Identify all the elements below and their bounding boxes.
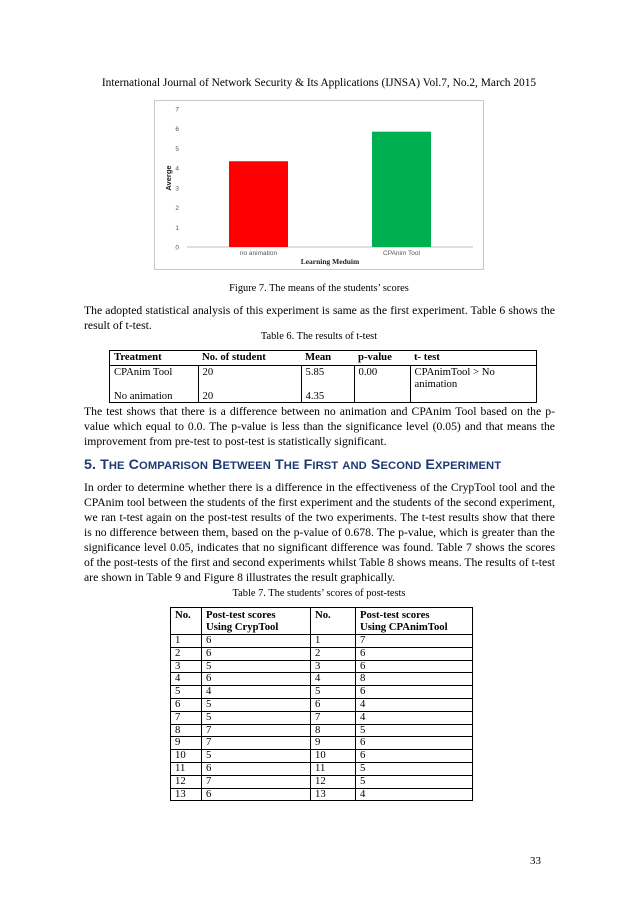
heading-word: THE [275, 457, 300, 473]
table-row [171, 775, 473, 788]
table-cell: 6 [356, 750, 473, 763]
table-cell: 13 [171, 788, 202, 801]
table-cell: 1 [171, 635, 202, 648]
heading-word: THE [100, 457, 125, 473]
paragraph-3: In order to determine whether there is a difference in the effectiveness of the CrypTool tool and the CPAnim tool between the students of the first experiment and the students of the second experiment, we ran t-test again on the post-test results of the two experiments. The t-test results show that there is no difference between them, based on the p-value of 0.678. The p-value, which is greater than the significance level 0.05, indicates that no significant difference was found. Table 7 shows the scores of the post-tests of the first and second experiments whilst Table 8 shows means. The results of t-test are shown in Table 9 and Figure 8 illustrates the result graphically. [84, 481, 555, 584]
table-row [110, 390, 537, 403]
table-row [171, 647, 473, 660]
page-number: 33 [530, 855, 541, 867]
heading-word: COMPARISON [128, 457, 209, 473]
table-cell: 4 [356, 698, 473, 711]
table-cell: CPAnimTool > No animation [410, 366, 537, 391]
heading-word: EXPERIMENT [425, 457, 502, 473]
y-tick-label: 0 [175, 244, 179, 252]
section-5-heading [84, 457, 564, 473]
table-cell: 0.00 [354, 366, 410, 391]
table-cell: 4 [311, 673, 356, 686]
x-tick-label: CPAnim Tool [383, 250, 420, 257]
table-cell: 5 [202, 698, 311, 711]
table-cell: 5 [202, 750, 311, 763]
table-7-header: Post-test scores Using CrypTool [202, 608, 311, 635]
table-cell: 5 [311, 686, 356, 699]
table-cell: 10 [311, 750, 356, 763]
table-7-header: Post-test scores Using CPAnimTool [356, 608, 473, 635]
table-6-header: No. of student [198, 351, 301, 366]
table-cell: 7 [171, 711, 202, 724]
y-tick-label: 6 [175, 126, 179, 134]
table-cell: 4 [356, 788, 473, 801]
table-cell: 3 [171, 660, 202, 673]
table-cell: 4.35 [301, 390, 354, 403]
table-cell: 6 [202, 647, 311, 660]
bar-2 [372, 132, 431, 247]
table-cell: 5 [356, 762, 473, 775]
table-row [171, 711, 473, 724]
table-7-caption: Table 7. The students’ scores of post-tests [232, 588, 406, 599]
y-tick-label: 7 [175, 106, 179, 114]
table-cell: 7 [202, 775, 311, 788]
table-6-header-row [110, 351, 537, 366]
table-cell: 11 [311, 762, 356, 775]
y-tick-label: 1 [175, 224, 179, 232]
y-tick-label: 2 [175, 205, 179, 213]
table-6-header: Treatment [110, 351, 199, 366]
table-row [171, 788, 473, 801]
table-6-header: p-value [354, 351, 410, 366]
table-cell: 6 [202, 635, 311, 648]
table-cell: 6 [356, 737, 473, 750]
heading-word: BETWEEN [212, 457, 271, 473]
table-cell: 5.85 [301, 366, 354, 391]
table-cell: 5 [202, 711, 311, 724]
section-number: 5. [84, 457, 101, 473]
table-6 [109, 350, 537, 403]
table-cell: 12 [311, 775, 356, 788]
table-cell [410, 390, 537, 403]
table-7 [170, 607, 473, 801]
table-row [171, 635, 473, 648]
table-cell: 8 [171, 724, 202, 737]
table-cell: 4 [171, 673, 202, 686]
table-row [171, 750, 473, 763]
table-cell: CPAnim Tool [114, 366, 173, 378]
table-cell: 6 [171, 698, 202, 711]
table-cell: 10 [171, 750, 202, 763]
table-row [171, 698, 473, 711]
table-cell: 6 [202, 788, 311, 801]
table-cell: 3 [311, 660, 356, 673]
heading-word: SECOND [370, 457, 422, 473]
table-cell: 20 [198, 366, 301, 391]
heading-word: AND [342, 460, 367, 472]
table-cell: 7 [202, 737, 311, 750]
table-7-header: No. [311, 608, 356, 635]
bar-chart [155, 101, 483, 269]
table-cell: 6 [356, 660, 473, 673]
table-6-header: Mean [301, 351, 354, 366]
table-cell: 5 [171, 686, 202, 699]
table-7-header-row [171, 608, 473, 635]
table-cell: 12 [171, 775, 202, 788]
bar-1 [229, 161, 288, 247]
figure-7-chart [154, 100, 484, 270]
y-tick-label: 5 [175, 145, 179, 153]
table-cell: 2 [311, 647, 356, 660]
table-cell: 7 [356, 635, 473, 648]
table-7-header: No. [171, 608, 202, 635]
table-row [171, 660, 473, 673]
table-row [171, 673, 473, 686]
table-6-caption: Table 6. The results of t-test [260, 331, 378, 342]
paragraph-1: The adopted statistical analysis of this experiment is same as the first experiment. Table 6 shows the result of t-test. [84, 304, 555, 332]
table-cell: 1 [311, 635, 356, 648]
table-row [171, 762, 473, 775]
table-cell: 7 [311, 711, 356, 724]
y-axis-label: Averge [164, 165, 173, 191]
table-cell: 9 [171, 737, 202, 750]
table-cell: 4 [356, 711, 473, 724]
table-cell: 8 [356, 673, 473, 686]
table-row [171, 724, 473, 737]
table-cell: 4 [202, 686, 311, 699]
table-cell: 5 [356, 775, 473, 788]
table-cell: 6 [202, 762, 311, 775]
table-row [171, 737, 473, 750]
table-cell: 6 [356, 686, 473, 699]
table-cell: 2 [171, 647, 202, 660]
table-cell: 9 [311, 737, 356, 750]
table-cell: 20 [198, 390, 301, 403]
y-tick-label: 4 [175, 165, 179, 173]
journal-header: International Journal of Network Security & Its Applications (IJNSA) Vol.7, No.2, March 2015 [101, 77, 537, 89]
table-cell: 5 [356, 724, 473, 737]
table-6-header: t- test [410, 351, 537, 366]
table-cell: No animation [114, 390, 173, 402]
table-cell: 6 [311, 698, 356, 711]
table-cell: 11 [171, 762, 202, 775]
paragraph-2: The test shows that there is a difference between no animation and CPAnim Tool based on the p-value which equal to 0.0. The p-value is less than the significance level (0.05) and that means the improvement from pre-test to post-test is statistically significant. [84, 405, 555, 448]
table-cell: 5 [202, 660, 311, 673]
x-axis-label: Learning Meduim [300, 257, 360, 266]
table-cell: 8 [311, 724, 356, 737]
table-cell: 7 [202, 724, 311, 737]
table-cell: 6 [202, 673, 311, 686]
figure-7-caption: Figure 7. The means of the students’ scores [229, 283, 409, 294]
heading-word: FIRST [303, 457, 339, 473]
x-tick-label: no animation [239, 250, 278, 257]
table-row [171, 686, 473, 699]
table-cell: 13 [311, 788, 356, 801]
table-row [110, 366, 537, 391]
y-tick-label: 3 [175, 185, 179, 193]
table-cell: 6 [356, 647, 473, 660]
table-cell [354, 390, 410, 403]
